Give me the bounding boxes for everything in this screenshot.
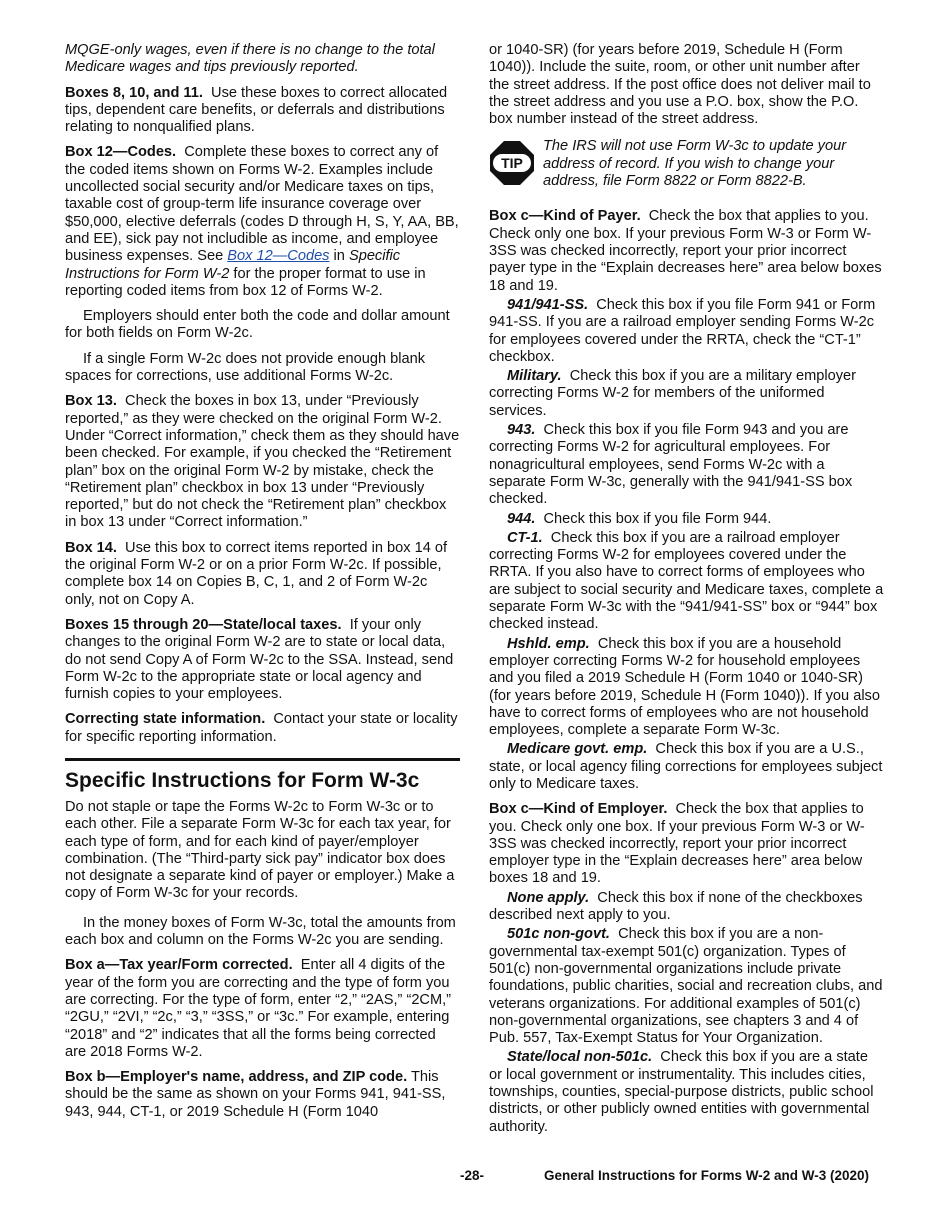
box-12-text: Complete these boxes to correct any of the coded items shown on Forms W-2. Examples include uncollected social security and/or Medicare taxes on tips, taxable cost of group-term life insurance coverage over $50,000, elective deferrals (codes D through H, S, Y, AA, BB, and EE), sick pay not includible as income, and employee business expenses. See <box>65 144 459 265</box>
tip-icon <box>489 140 535 186</box>
box-14-heading: Box 14. <box>65 539 117 556</box>
w3c-intro-paragraph: Do not staple or tape the Forms W-2c to Form W-3c or to each other. File a separate Form W-3c for each tax year, for each type of form, and for each kind of payer/employer combination. (The “Third-party sick pay” indicator box does not designate a separate kind of payer or employer.) Make a copy of Form W-3c for your records. <box>65 798 455 902</box>
military-text: Check this box if you are a military employer correcting Forms W-2 for members of the uniformed services. <box>489 368 857 419</box>
box-13-heading: Box 13. <box>65 393 117 410</box>
state-local-heading: State/local non-501c. <box>507 1049 653 1066</box>
ct1-text: Check this box if you are a railroad employer correcting Forms W-2 for employees covered under the RRTA. If you also have to correct forms of employees who are subject to social security and Medicare taxes, complete a separate Form W-3c with the “941/941-SS” box or “944” box checked instead. <box>489 529 884 633</box>
kind-of-employer-text: Check the box that applies to you. Check only one box. If your previous Form W-3 or W-3SS was checked incorrectly, report your prior incorrect employer type in the “Explain decreases here” area below boxes 18 and 19. <box>489 801 865 887</box>
box-a-heading: Box a—Tax year/Form corrected. <box>65 957 293 974</box>
left-column <box>65 42 460 1129</box>
kind-of-employer-paragraph <box>489 801 884 887</box>
kind-of-payer-text: Check the box that applies to you. Check only one box. If your previous Form W-3 or Form W-3SS was checked incorrectly, report your prior incorrect payer type in the “Explain decreases here” area below boxes 18 and 19. <box>489 208 882 294</box>
right-column <box>489 42 884 1138</box>
box-12-paragraph <box>65 144 460 300</box>
box-12-heading: Box 12—Codes. <box>65 144 177 161</box>
box-12-italic-ref: Specific Instructions for Form W-2 <box>65 248 401 282</box>
state-local-text: Check this box if you are a state or local government or instrumentality. This includes cities, townships, counties, special-purpose districts, public school districts, or other publicly owned entities with governmental authority. <box>489 1049 874 1135</box>
tip-label: TIP <box>501 155 523 172</box>
continued-paragraph: MQGE-only wages, even if there is no change to the total Medicare wages and tips previously reported. <box>65 42 435 76</box>
box-a-text: Enter all 4 digits of the year of the form you are correcting and the type of form you are correcting. For the type of form, enter “2,” “2AS,” “2CM,” “2GU,” “2VI,” “2c,” “3,” “3SS,” or “3c.” For example, entering “2018” and “2” indicates that all the forms being corrected are 2018 Forms W-2. <box>65 957 452 1060</box>
footer-title: General Instructions for Forms W-2 and W-3 (2020) <box>544 1168 870 1183</box>
box-b-text: This should be the same as shown on your Forms 941, 941-SS, 943, 944, CT-1, or 2019 Schedule H (Form 1040 <box>65 1069 446 1120</box>
none-apply-text: Check this box if none of the checkboxes described next apply to you. <box>489 889 863 924</box>
box-b-paragraph <box>65 1069 460 1121</box>
boxes-8-10-11-heading: Boxes 8, 10, and 11. <box>65 84 203 101</box>
hshld-text: Check this box if you are a household employer correcting Forms W-2 for household employees and you filed a 2019 Schedule H (Form 1040 or 1040-SR) (for years before 2019, Schedule H (Form 1040)). If you also have to correct forms of employees who are not household employees, complete a separate Form W-3c. <box>489 635 880 739</box>
ct1-heading: CT-1. <box>507 529 543 546</box>
943-heading: 943. <box>507 422 536 439</box>
state-info-heading: Correcting state information. <box>65 711 266 728</box>
kind-of-payer-heading: Box c—Kind of Payer. <box>489 208 641 225</box>
hshld-heading: Hshld. emp. <box>507 635 590 652</box>
none-apply-heading: None apply. <box>507 889 590 906</box>
943-text: Check this box if you file Form 943 and you are correcting Forms W-2 for agricultural employees. For nonagricultural employees, send Forms W-2c with a separate Form W-3c, generally with the 941/941-SS box checked. <box>489 422 853 508</box>
box-b-heading: Box b—Employer's name, address, and ZIP code. <box>65 1069 408 1086</box>
box-14-paragraph <box>65 540 460 609</box>
boxes-15-20-paragraph <box>65 617 460 703</box>
medicare-govt-text: Check this box if you are a U.S., state, or local agency filing corrections for employees subject only to Medicare taxes. <box>489 741 883 792</box>
blank-spaces-paragraph: If a single Form W-2c does not provide enough blank spaces for corrections, use additional Forms W-2c. <box>65 350 426 385</box>
kind-of-employer-heading: Box c—Kind of Employer. <box>489 801 668 818</box>
hshld-paragraph <box>489 636 884 740</box>
944-heading: 944. <box>507 510 536 527</box>
ct1-paragraph <box>489 530 884 634</box>
medicare-govt-paragraph <box>489 741 884 793</box>
box-a-paragraph <box>65 957 460 1061</box>
state-local-paragraph <box>489 1049 884 1135</box>
box-12-in-text: in <box>333 248 345 265</box>
box-13-text: Check the boxes in box 13, under “Previously reported,” as they were checked on the original Form W-2. Under “Correct information,” check them as they should have been checked. For example, if you checked the “Retirement plan” box on the original Form W-2 by mistake, check the “Retirement plan” checkbox in box 13 under “Previously reported,” but do not check the “Retirement plan” checkbox in box 13 under “Correct information.” <box>65 393 460 531</box>
military-heading: Military. <box>507 368 562 385</box>
section-heading-w3c: Specific Instructions for Form W-3c <box>65 768 420 792</box>
tip-callout <box>489 138 884 192</box>
941-text: Check this box if you file Form 941 or Form 941-SS. If you are a railroad employer sending Forms W-2c for employees covered under the RRTA, check the “CT-1” checkbox. <box>489 296 876 365</box>
501c-text: Check this box if you are a non-governmental tax-exempt 501(c) organization. Types of 501(c) non-governmental organizations include private foundations, public charities, social and recreation clubs, and veterans organizations. For additional examples of 501(c) non-governmental organizations, see chapters 3 and 4 of Pub. 557, Tax-Exempt Status for Your Organization. <box>489 926 883 1047</box>
address-continued-paragraph: or 1040-SR) (for years before 2019, Schedule H (Form 1040)). Include the suite, room, or other unit number after the street address. If the post office does not deliver mail to the street address and you use a P.O. box, show the P.O. box number instead of the street address. <box>489 42 871 128</box>
box-13-paragraph <box>65 393 460 531</box>
money-boxes-paragraph: In the money boxes of Form W-3c, total the amounts from each box and column on the Forms W-2c you are sending. <box>65 914 456 949</box>
tip-text: The IRS will not use Form W-3c to update your address of record. If you wish to change your address, file Form 8822 or Form 8822-B. <box>543 138 847 190</box>
501c-heading: 501c non-govt. <box>507 926 610 943</box>
state-info-text: Contact your state or locality for specific reporting information. <box>65 711 458 745</box>
boxes-8-10-11-text: Use these boxes to correct allocated tips, dependent care benefits, or deferrals and distributions relating to nonqualified plans. <box>65 84 448 136</box>
944-text: Check this box if you file Form 944. <box>543 510 772 527</box>
943-paragraph <box>489 422 884 508</box>
none-apply-paragraph <box>489 890 884 925</box>
military-paragraph <box>489 368 884 420</box>
box-14-text: Use this box to correct items reported in box 14 of the original Form W-2 or on a prior Form W-2c. If possible, complete box 14 on Copies B, C, 1, and 2 of Form W-2c only, not on Copy A. <box>65 539 448 608</box>
box-12-text-end: for the proper format to use in reporting coded items from box 12 of Forms W-2. <box>65 265 426 299</box>
501c-paragraph <box>489 926 884 1047</box>
page-number: -28- <box>460 1168 485 1183</box>
box-12-codes-link[interactable]: Box 12—Codes <box>227 248 330 265</box>
944-paragraph <box>489 511 884 528</box>
medicare-govt-heading: Medicare govt. emp. <box>507 741 648 758</box>
state-info-paragraph <box>65 711 460 746</box>
boxes-15-20-heading: Boxes 15 through 20—State/local taxes. <box>65 616 342 633</box>
boxes-8-10-11-paragraph <box>65 85 460 137</box>
941-heading: 941/941-SS. <box>507 296 589 313</box>
941-paragraph <box>489 297 884 366</box>
section-divider <box>65 758 460 761</box>
boxes-15-20-text: If your only changes to the original Form W-2 are to state or local data, do not send Copy A of Form W-2c to the SSA. Instead, send Form W-2c to the appropriate state or local agency and furnish copies to your employees. <box>65 616 454 703</box>
employers-code-paragraph: Employers should enter both the code and dollar amount for both fields on Form W-2c. <box>65 308 450 342</box>
kind-of-payer-paragraph <box>489 208 884 294</box>
